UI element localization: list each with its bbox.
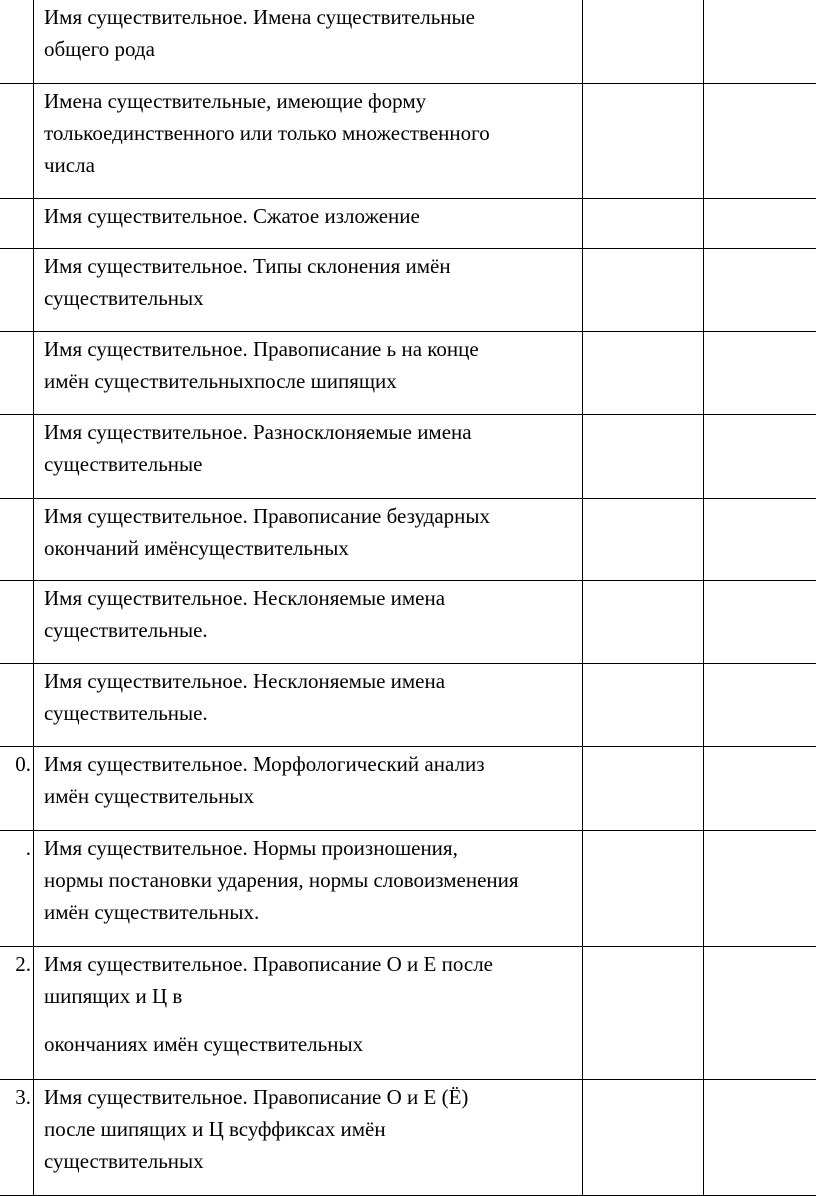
topic-line: Имя существительное. Имена существительные [44,1,572,33]
lesson-topic [34,84,583,199]
table-row [0,1080,816,1196]
date-cell [583,747,704,831]
topic-line: Имя существительное. Несклоняемые имена [44,665,572,697]
lesson-number: 2. [0,947,34,1080]
table-row [0,499,816,581]
topic-line: Имена существительные, имеющие форму [44,85,572,117]
date-cell [583,1080,704,1196]
topic-line: имён существительных. [44,896,572,928]
lesson-topic [34,199,583,249]
note-cell [704,499,816,581]
note-cell [704,249,816,332]
lesson-topic [34,831,583,947]
lesson-topic [34,332,583,415]
note-cell [704,947,816,1080]
date-cell [583,581,704,664]
topic-line: Имя существительное. Несклоняемые имена [44,582,572,614]
table-row [0,0,816,84]
table-row [0,199,816,249]
lesson-number: 0. [0,747,34,831]
topic-line: имён существительныхпосле шипящих [44,365,572,397]
lesson-topic [34,499,583,581]
lesson-topic [34,0,583,84]
topic-line: после шипящих и Ц всуффиксах имён [44,1113,572,1145]
lesson-number [0,581,34,664]
table-row [0,664,816,747]
table-row [0,747,816,831]
date-cell [583,947,704,1080]
note-cell [704,747,816,831]
topic-line: окончаниях имён существительных [44,1028,572,1060]
lesson-topic [34,415,583,499]
table-row [0,947,816,1080]
date-cell [583,199,704,249]
lesson-number: . [0,831,34,947]
lesson-number [0,415,34,499]
topic-line: Имя существительное. Правописание О и Е (Ё) [44,1081,572,1113]
lesson-number [0,499,34,581]
lesson-topic [34,249,583,332]
topic-line: окончаний имёнсуществительных [44,532,572,564]
topic-line: существительных [44,1145,572,1177]
lesson-number [0,249,34,332]
date-cell [583,664,704,747]
note-cell [704,415,816,499]
table-row [0,332,816,415]
table-row [0,831,816,947]
note-cell [704,831,816,947]
topic-line: общего рода [44,33,572,65]
topic-line: Имя существительное. Морфологический анализ [44,748,572,780]
note-cell [704,199,816,249]
lesson-topic [34,581,583,664]
table-row [0,249,816,332]
lesson-number [0,199,34,249]
topic-line: имён существительных [44,780,572,812]
topic-line: существительные. [44,614,572,646]
lesson-number [0,84,34,199]
date-cell [583,249,704,332]
note-cell [704,0,816,84]
note-cell [704,664,816,747]
lesson-topic [34,947,583,1080]
lesson-number [0,332,34,415]
lesson-number: 3. [0,1080,34,1196]
lesson-topic [34,1080,583,1196]
note-cell [704,84,816,199]
date-cell [583,332,704,415]
topic-line: нормы постановки ударения, нормы словоизменения [44,864,572,896]
date-cell [583,0,704,84]
lesson-number [0,664,34,747]
topic-line: Имя существительное. Правописание безударных [44,500,572,532]
topic-line: числа [44,149,572,181]
note-cell [704,332,816,415]
topic-line: толькоединственного или только множественного [44,117,572,149]
note-cell [704,1080,816,1196]
date-cell [583,831,704,947]
topic-line: Имя существительное. Правописание ь на конце [44,333,572,365]
date-cell [583,415,704,499]
topic-line: существительных [44,282,572,314]
lesson-topic [34,747,583,831]
date-cell [583,84,704,199]
table-row [0,415,816,499]
topic-line: Имя существительное. Сжатое изложение [44,200,572,232]
note-cell [704,581,816,664]
table-row [0,581,816,664]
topic-line: шипящих и Ц в [44,980,572,1012]
lesson-topic [34,664,583,747]
topic-line: существительные. [44,697,572,729]
topic-line: Имя существительное. Нормы произношения, [44,832,572,864]
date-cell [583,499,704,581]
topic-line: Имя существительное. Разносклоняемые имена [44,416,572,448]
table-row [0,84,816,199]
topic-line: Имя существительное. Типы склонения имён [44,250,572,282]
topic-line: Имя существительное. Правописание О и Е после [44,948,572,980]
lesson-number [0,0,34,84]
topic-line: существительные [44,448,572,480]
